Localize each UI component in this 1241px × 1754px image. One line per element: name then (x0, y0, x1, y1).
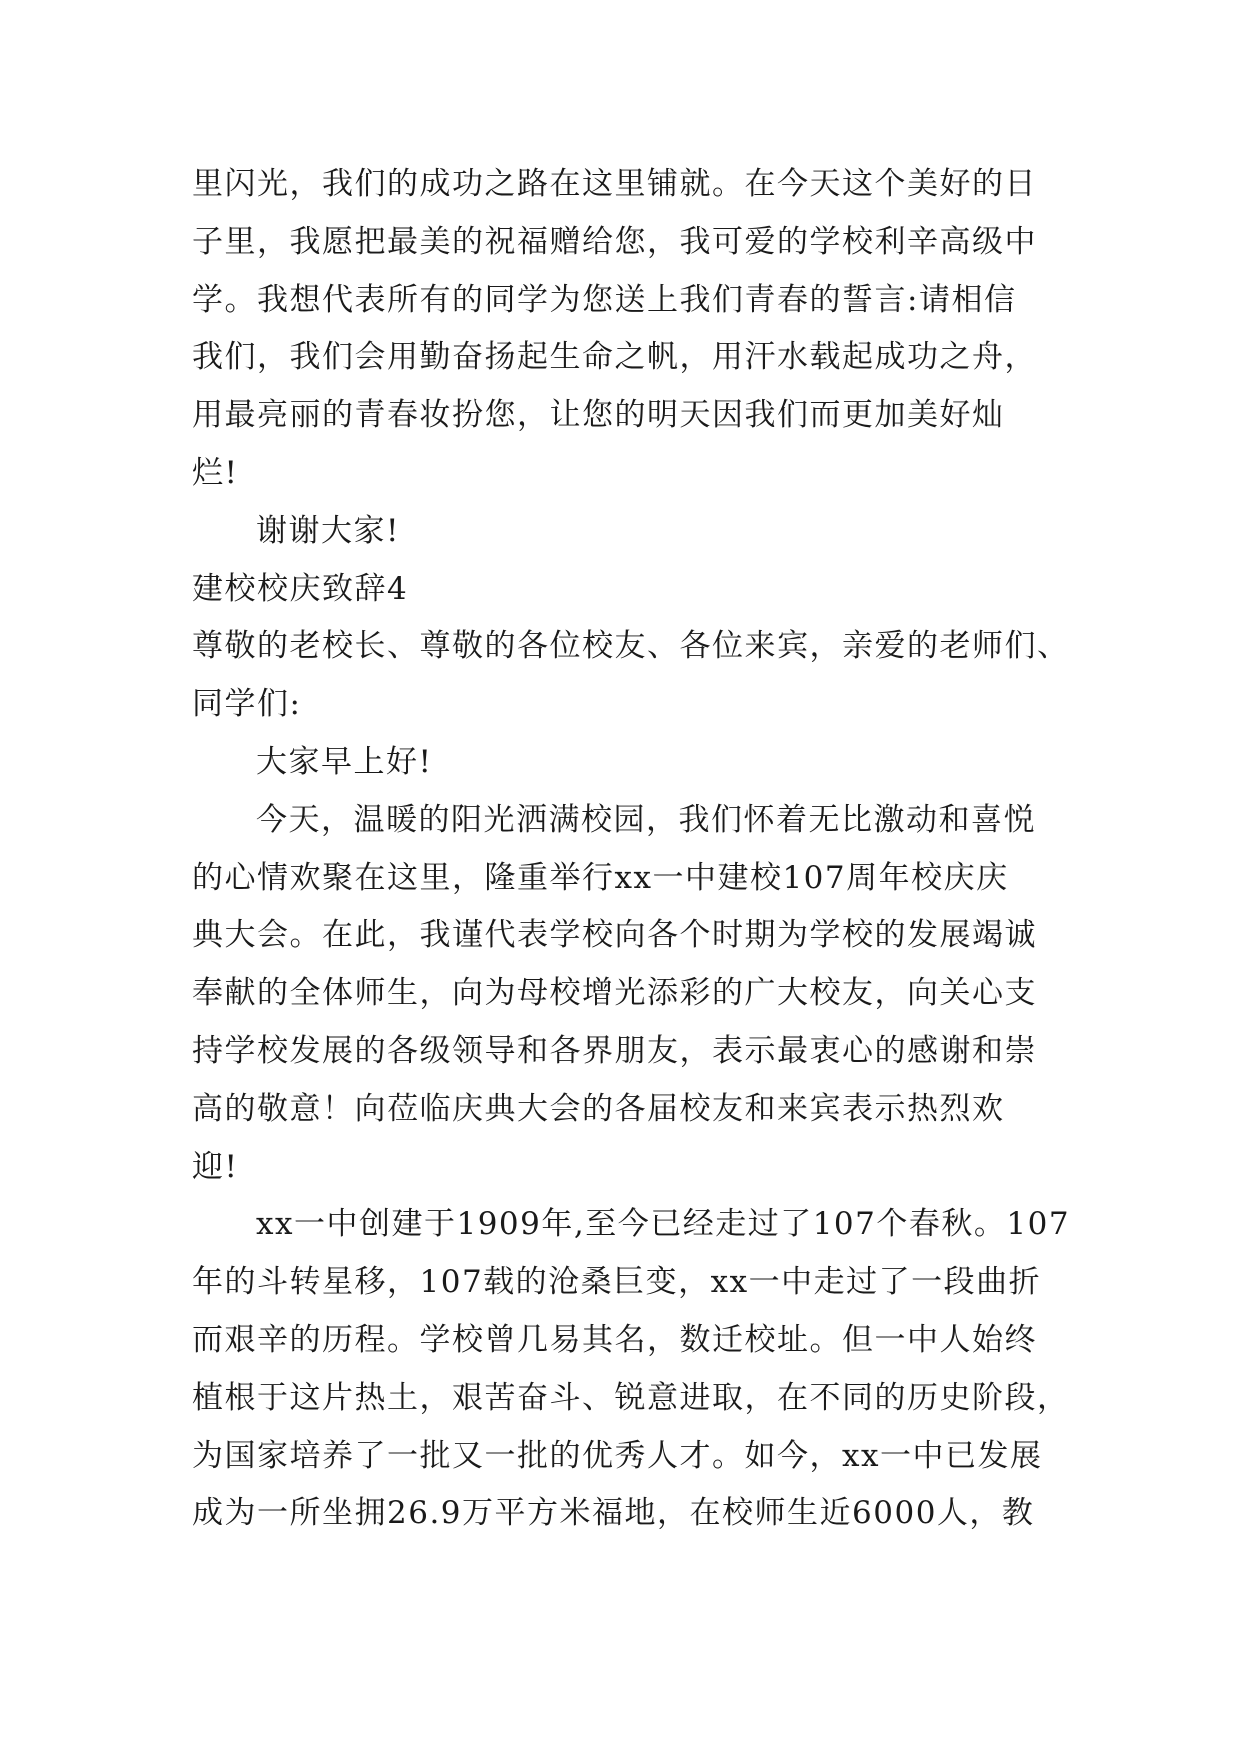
salutation-line: 同学们: (192, 686, 302, 723)
text-line: 子里，我愿把最美的祝福赠给您，我可爱的学校利辛高级中 (192, 223, 1037, 260)
text-line: 高的敬意！向莅临庆典大会的各届校友和来宾表示热烈欢 (192, 1090, 1005, 1127)
greeting-line: 大家早上好! (256, 743, 433, 780)
text-line: 里闪光，我们的成功之路在这里铺就。在今天这个美好的日 (192, 166, 1037, 202)
text-line: 今天，温暖的阳光洒满校园，我们怀着无比激动和喜悦 (256, 801, 1036, 838)
text-line: 而艰辛的历程。学校曾几易其名，数迁校址。但一中人始终 (192, 1321, 1037, 1358)
text-line: 用最亮丽的青春妆扮您，让您的明天因我们而更加美好灿 (192, 397, 1005, 434)
text-line: 典大会。在此，我谨代表学校向各个时期为学校的发展竭诚 (192, 917, 1037, 954)
text-line: 迎! (192, 1148, 239, 1185)
salutation-line: 尊敬的老校长、尊敬的各位校友、各位来宾，亲爱的老师们、 (192, 628, 1070, 665)
text-line: 为国家培养了一批又一批的优秀人才。如今，xx一中已发展 (192, 1437, 1043, 1474)
text-line: 的心情欢聚在这里，隆重举行xx一中建校107周年校庆庆 (192, 859, 1009, 896)
text-line: 成为一所坐拥26.9万平方米福地，在校师生近6000人，教 (192, 1495, 1035, 1532)
section-heading: 建校校庆致辞4 (192, 570, 409, 607)
text-line: 学。我想代表所有的同学为您送上我们青春的誓言:请相信 (192, 281, 1017, 318)
text-line: xx一中创建于1909年,至今已经走过了107个春秋。107 (256, 1206, 1071, 1243)
text-line: 奉献的全体师生，向为母校增光添彩的广大校友，向关心支 (192, 975, 1037, 1012)
text-line: 年的斗转星移，107载的沧桑巨变，xx一中走过了一段曲折 (192, 1264, 1042, 1301)
text-line: 持学校发展的各级领导和各界朋友，表示最衷心的感谢和崇 (192, 1032, 1037, 1069)
text-line: 植根于这片热土，艰苦奋斗、锐意进取，在不同的历史阶段， (192, 1379, 1070, 1416)
text-line: 烂! (192, 454, 239, 491)
text-line: 我们，我们会用勤奋扬起生命之帆，用汗水载起成功之舟， (192, 339, 1037, 376)
document-body (192, 156, 1072, 1543)
text-line: 谢谢大家! (256, 512, 400, 549)
